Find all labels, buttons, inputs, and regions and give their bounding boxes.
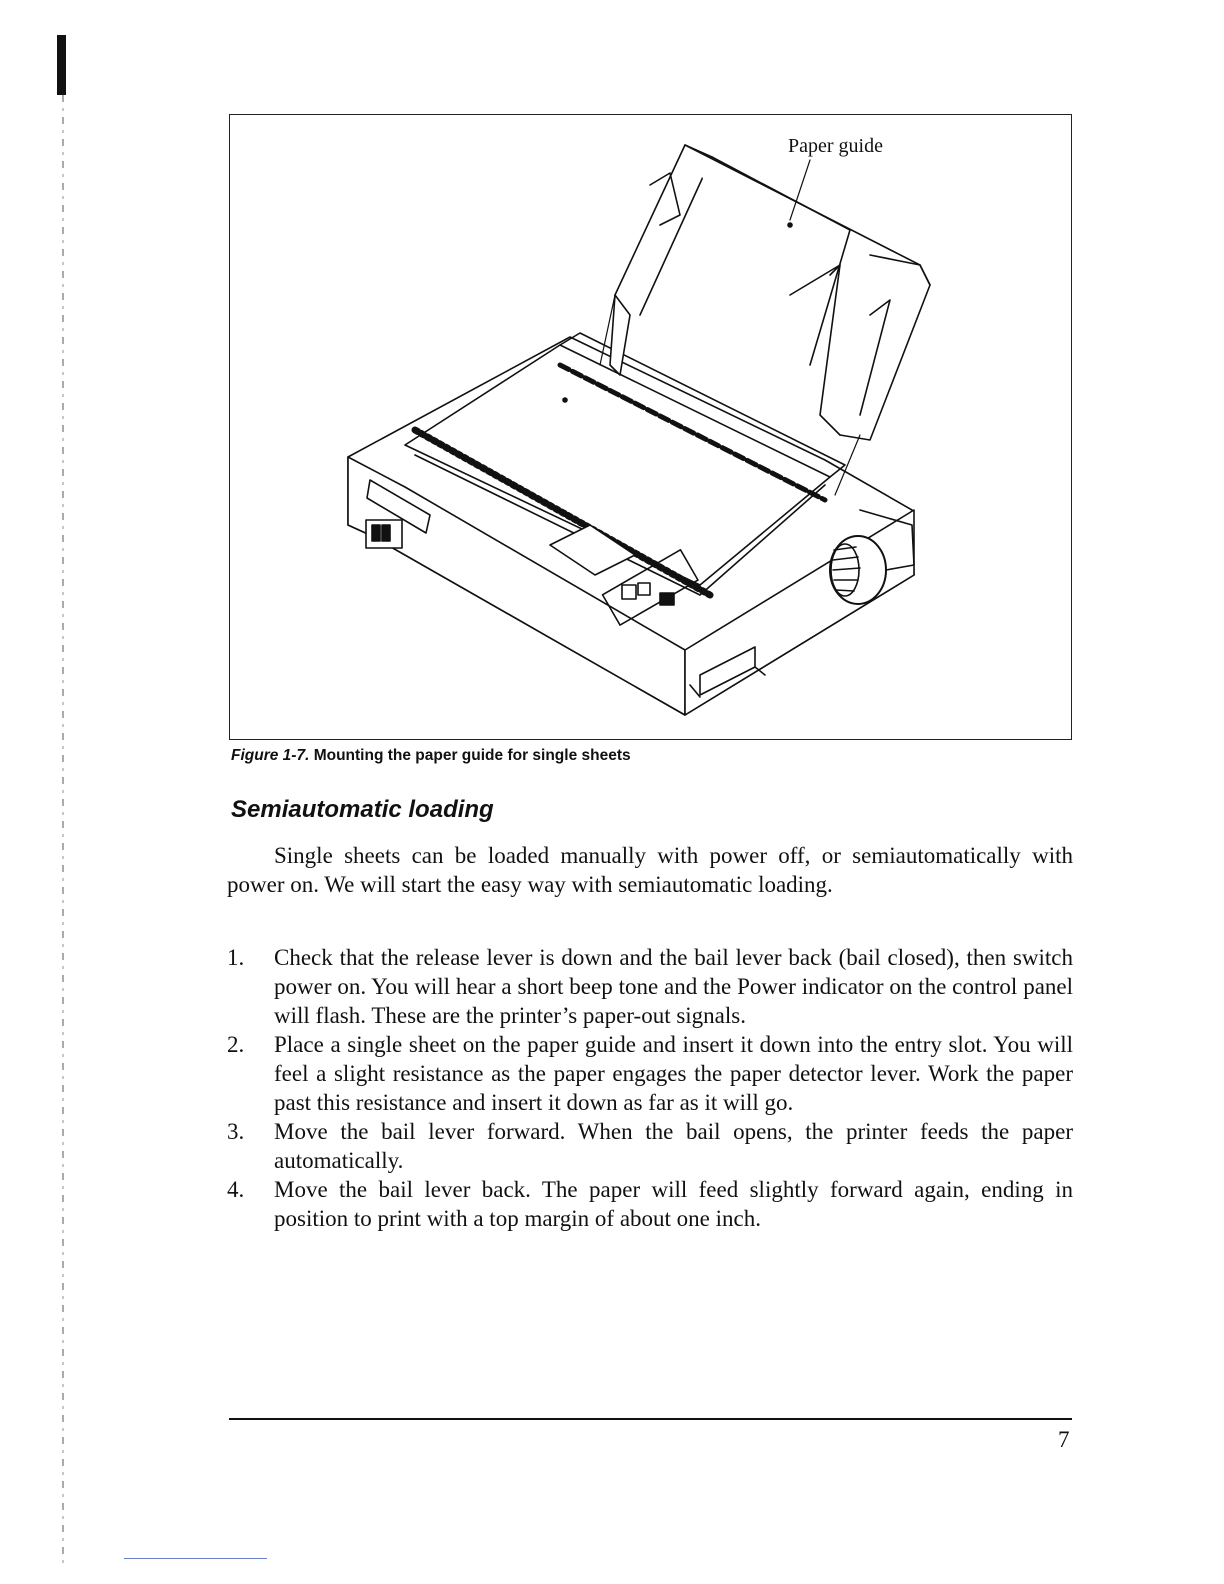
figure-caption: [231, 747, 631, 765]
binding-mark: [57, 35, 66, 95]
step-text: Place a single sheet on the paper guide and insert it down into the entry slot. You will feel a slight resistance as the paper engages the paper detector lever. Work the paper past this resistance and insert it down as far as it will go.: [274, 1032, 1073, 1115]
figure-frame: [229, 114, 1072, 740]
step-number: 1.: [227, 945, 245, 970]
footer-rule: [229, 1418, 1072, 1420]
step-number: 3.: [227, 1119, 245, 1144]
list-item: [227, 943, 1073, 1030]
figure-caption-text: Mounting the paper guide for single sheets: [313, 747, 631, 764]
list-item: [227, 1117, 1073, 1175]
section-heading: Semiautomatic loading: [231, 796, 494, 823]
list-item: [227, 1175, 1073, 1233]
intro-paragraph: Single sheets can be loaded manually with power off, or semiautomatically with power on. We will start the easy way with semiautomatic loading.: [227, 843, 1073, 897]
steps-list: [227, 943, 1073, 1233]
step-text: Move the bail lever forward. When the bail opens, the printer feeds the paper automatically.: [274, 1119, 1073, 1173]
step-text: Move the bail lever back. The paper will feed slightly forward again, ending in position to print with a top margin of about one inch.: [274, 1177, 1073, 1231]
printer-illustration: [230, 115, 1073, 741]
step-text: Check that the release lever is down and the bail lever back (bail closed), then switch power on. You will hear a short beep tone and the Power indicator on the control panel will flash. These are the printer’s paper-out signals.: [274, 945, 1073, 1028]
page-number: 7: [1058, 1427, 1070, 1452]
binding-edge: [62, 95, 64, 1565]
step-number: 4.: [227, 1177, 245, 1202]
step-number: 2.: [227, 1032, 245, 1057]
list-item: [227, 1030, 1073, 1117]
paper-guide-callout: Paper guide: [788, 135, 883, 157]
stray-underline: [124, 1558, 267, 1559]
figure-caption-label: Figure 1-7.: [231, 747, 310, 764]
